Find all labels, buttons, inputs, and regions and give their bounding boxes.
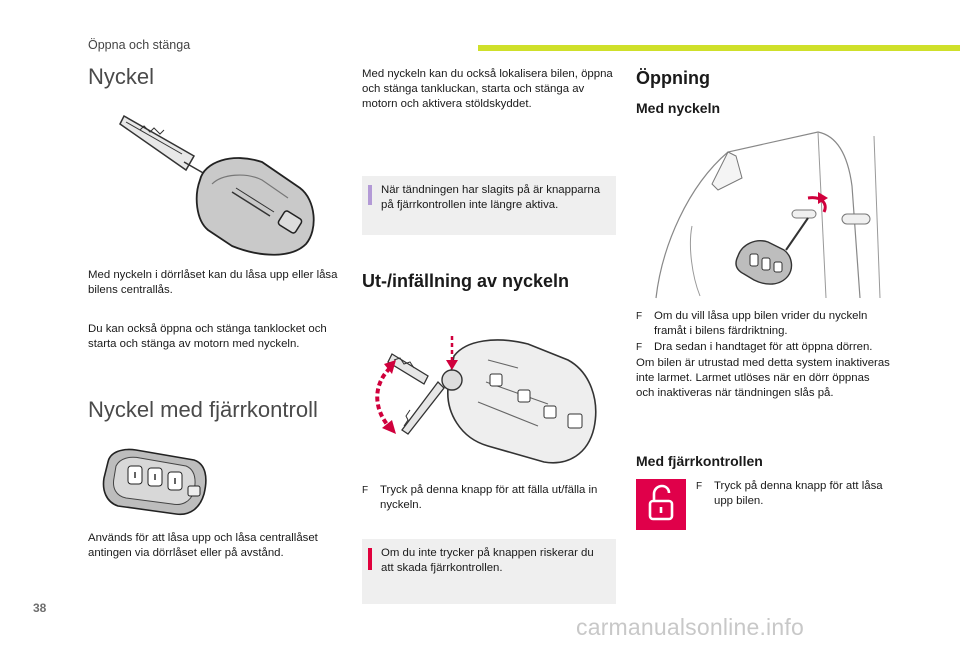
col2-paragraph-1: Med nyckeln kan du också lokalisera bilen, öppna och stänga tankluckan, starta och stänga av motorn och aktivera stöldskyddet. (362, 68, 613, 111)
remote-key-icon (96, 444, 212, 522)
warning-note-text: Om du inte trycker på knappen riskerar du att skada fjärrkontrollen. (381, 547, 594, 575)
page-number: 38 (33, 601, 47, 615)
warning-note-box (362, 539, 616, 604)
header-accent-bar (478, 45, 960, 51)
bullet-glyph: F (636, 311, 643, 322)
col1-paragraph-1: Med nyckeln i dörrlåset kan du låsa upp eller låsa bilens centrallås. (88, 269, 338, 297)
col1-paragraph-2: Du kan också öppna och stänga tanklocket och starta och stänga av motorn med nyckeln. (88, 323, 327, 351)
subtitle-med-fjarrkontrollen: Med fjärrkontrollen (636, 453, 763, 469)
warning-icon (368, 548, 372, 570)
col2-bullet (362, 483, 616, 513)
watermark: carmanualsonline.info (576, 614, 804, 640)
col3-bullet-1 (636, 309, 890, 339)
unlock-padlock-icon (636, 479, 686, 530)
col2-bullet-text: Tryck på denna knapp för att fälla ut/fälla in nyckeln. (380, 484, 598, 512)
bullet-glyph: F (636, 342, 643, 353)
unlock-tile (636, 479, 686, 530)
title-oppning: Öppning (636, 68, 710, 88)
col3-paragraph-1: Om bilen är utrustad med detta system inaktiveras inte larmet. Larmet utlöses när en dörr öppnas och inaktiveras när tändningen slås på. (636, 357, 890, 400)
car-door-icon (648, 126, 896, 306)
info-icon (368, 185, 372, 205)
title-nyckel: Nyckel (88, 64, 155, 89)
bullet-glyph: F (696, 481, 703, 492)
col3-bullet-1-text: Om du vill låsa upp bilen vrider du nyckeln framåt i bilens färdriktning. (654, 310, 868, 338)
col3-bullet-3 (696, 479, 890, 509)
col3-bullet-3-text: Tryck på denna knapp för att låsa upp bilen. (714, 480, 883, 508)
title-nyckel-med-fjarrkontroll: Nyckel med fjärrkontroll (88, 397, 318, 422)
col1-paragraph-3: Används för att låsa upp och låsa centrallåset antingen via dörrlåset eller på avstånd. (88, 532, 318, 560)
info-note-box (362, 176, 616, 235)
title-ut-infallning: Ut-/infällning av nyckeln (362, 271, 570, 291)
info-note-text: När tändningen har slagits på är knapparna på fjärrkontrollen inte längre aktiva. (381, 184, 601, 212)
section-header: Öppna och stänga (88, 38, 191, 52)
bullet-glyph: F (362, 485, 369, 496)
col3-bullet-2 (636, 340, 890, 355)
key-icon (112, 112, 324, 260)
col3-bullet-2-text: Dra sedan i handtaget för att öppna dörren. (654, 341, 873, 353)
subtitle-med-nyckeln: Med nyckeln (636, 100, 721, 116)
folding-key-icon (368, 330, 606, 470)
